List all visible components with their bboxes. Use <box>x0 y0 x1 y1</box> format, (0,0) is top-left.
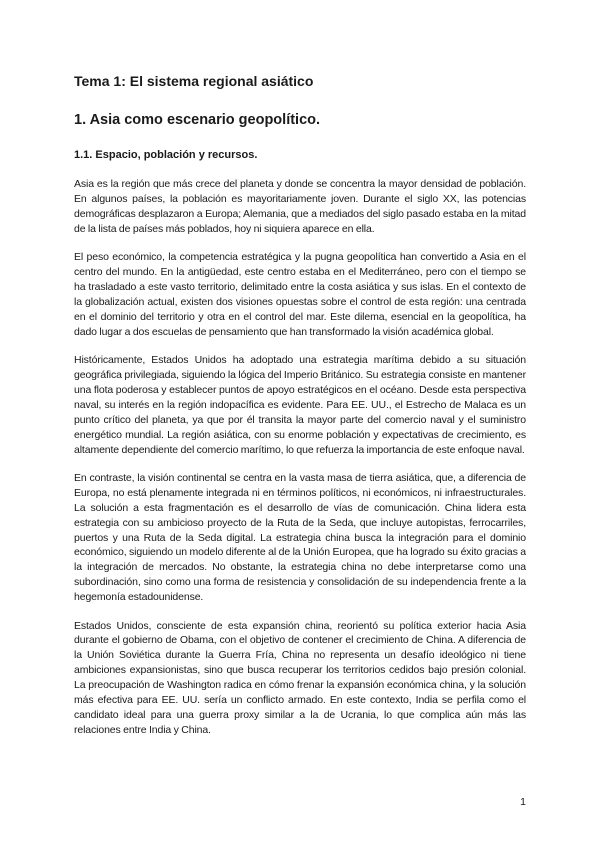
page-number: 1 <box>520 796 526 808</box>
paragraph: Asia es la región que más crece del planeta y donde se concentra la mayor densidad de población. En algunos países, la población es mayoritariamente joven. Durante el siglo XX, las potencias demográficas desplazaron a Europa; Alemania, que a mediados del siglo pasado estaba en la mitad de la lista de países más poblados, hoy ni siquiera aparece en ella. <box>74 178 526 235</box>
section-heading: 1. Asia como escenario geopolítico. <box>74 112 321 128</box>
paragraph: Históricamente, Estados Unidos ha adoptado una estrategia marítima debido a su situación geográfica privilegiada, siguiendo la lógica del Imperio Británico. Su estrategia consiste en mantener una flota poderosa y establecer puntos de apoyo estratégicos en el océano. Desde esta perspectiva naval, su interés en la región indopacífica es evidente. Para EE. UU., el Estrecho de Malaca es un punto crítico del planeta, ya que por él transita la mayor parte del comercio naval y el suministro energético mundial. La región asiática, con su enorme población y expectativas de crecimiento, es altamente dependiente del comercio marítimo, lo que refuerza la importancia de este enfoque naval. <box>74 354 526 456</box>
subsection-heading: 1.1. Espacio, población y recursos. <box>74 149 258 161</box>
document-title: Tema 1: El sistema regional asiático <box>74 73 314 89</box>
paragraph: En contraste, la visión continental se centra en la vasta masa de tierra asiática, que, a diferencia de Europa, no está plenamente integrada ni en términos políticos, ni económicos, ni infraestructurales. La solución a esta fragmentación es el desarrollo de vías de comunicación. China lidera esta estrategia con su ambicioso proyecto de la Ruta de la Seda, que incluye autopistas, ferrocarriles, puertos y una Ruta de la Seda digital. La estrategia china busca la integración para el dominio económico, siguiendo un modelo diferente al de la Unión Europea, que ha logrado su éxito gracias a la integración de mercados. No obstante, la estrategia china no debe interpretarse como una subordinación, sino como una forma de resistencia y consolidación de su independencia frente a la hegemonía estadounidense. <box>74 471 526 604</box>
paragraph: Estados Unidos, consciente de esta expansión china, reorientó su política exterior hacia Asia durante el gobierno de Obama, con el objetivo de contener el crecimiento de China. A diferencia de la Unión Soviética durante la Guerra Fría, China no representa un desafío ideológico ni tiene ambiciones expansionistas, sino que busca recuperar los territorios cedidos bajo presión colonial. La preocupación de Washington radica en cómo frenar la expansión económica china, y la solución más efectiva para EE. UU. sería un conflicto armado. En este contexto, India se perfila como el candidato ideal para una guerra proxy similar a la de Ucrania, lo que complica aún más las relaciones entre India y China. <box>74 619 526 736</box>
paragraph: El peso económico, la competencia estratégica y la pugna geopolítica han convertido a Asia en el centro del mundo. En la antigüedad, este centro estaba en el Mediterráneo, pero con el tiempo se ha trasladado a este vasto territorio, delimitado entre la costa asiática y sus islas. En el contexto de la globalización actual, existen dos visiones opuestas sobre el control de esta región: una centrada en el dominio del territorio y otra en el control del mar. Este dilema, esencial en la geopolítica, ha dado lugar a dos escuelas de pensamiento que han transformado la visión académica global. <box>74 251 526 338</box>
